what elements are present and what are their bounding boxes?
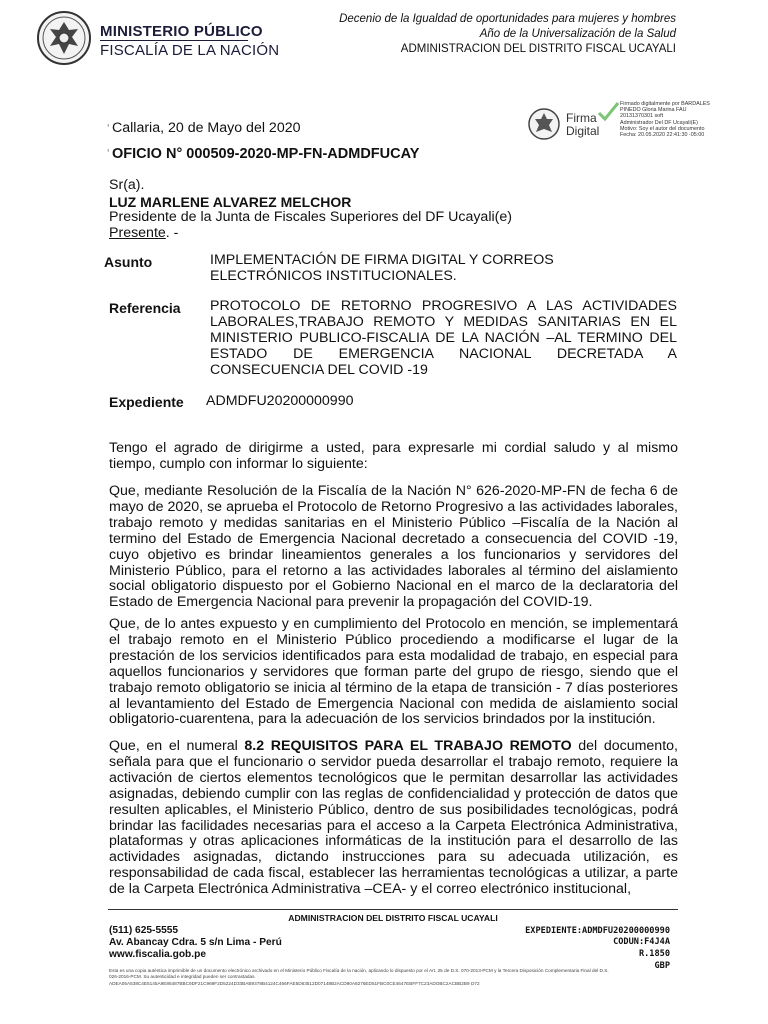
oficio-number: OFICIO N° 000509-2020-MP-FN-ADMDFUCAY	[112, 146, 420, 162]
footer-legal-1: Esta es una copia auténtica imprimible de un documento electrónico archivado en el Ministerio Público Fiscalía de la nación, aplicando lo dispuesto por el Art. 25 de D.S. 070-2013-PCM y la Tercera Disposición Complementaria Final del D.S.	[109, 968, 609, 973]
salutation: Sr(a).	[109, 177, 145, 193]
footer-web: www.fiscalia.gob.pe	[109, 949, 206, 960]
header-ano: Año de la Universalización de la Salud	[479, 28, 676, 40]
ministerio-publico-emblem-icon	[36, 10, 92, 66]
tick-mark: '	[107, 121, 110, 136]
expediente-label: Expediente	[109, 394, 184, 410]
footer-address: Av. Abancay Cdra. 5 s/n Lima - Perú	[109, 937, 282, 948]
header-decenio: Decenio de la Igualdad de oportunidades para mujeres y hombres	[339, 13, 676, 25]
logo-divider	[100, 40, 248, 41]
footer-expediente: EXPEDIENTE:ADMDFU20200000990	[525, 926, 670, 936]
footer-gbp: GBP	[654, 961, 670, 971]
paragraph-2: Que, mediante Resolución de la Fiscalía de la Nación N° 626-2020-MP-FN de fecha 6 de mayo de 2020, se aprueba el Protocolo de Retorno Progresivo a las actividades laborales, trabajo remoto y medidas sanitarias en el Ministerio Público –Fiscalía de la Nación al termino del Estado de Emergencia Nacional decretado a consecuencia del COVID -19, cuyo objetivo es brindar lineamientos generales a los funcionarios y servidores del Ministerio Público, para el retorno a las actividades laborales al término del aislamiento social obligatorio dispuesto por el Gobierno Nacional en el marco de la declaratoria del Estado de Emergencia Nacional para prevenir la propagación del COVID-19.	[109, 483, 678, 611]
footer-r: R.1850	[638, 949, 670, 959]
paragraph-1: Tengo el agrado de dirigirme a usted, para expresarle mi cordial saludo y al mismo tiempo, cumplo con informar lo siguiente:	[109, 440, 678, 472]
recipient-name: LUZ MARLENE ALVAREZ MELCHOR	[109, 194, 352, 210]
footer-phone: (511) 625-5555	[109, 925, 179, 936]
place-date: Callaria, 20 de Mayo del 2020	[112, 120, 301, 136]
asunto-text-line2: ELECTRÓNICOS INSTITUCIONALES.	[210, 268, 457, 284]
asunto-text: IMPLEMENTACIÓN DE FIRMA DIGITAL Y CORREOS	[210, 252, 554, 268]
firma-digital-label: Firma Digital	[566, 111, 600, 138]
signature-emblem-icon	[527, 104, 561, 144]
paragraph-4: Que, en el numeral 8.2 REQUISITOS PARA EL TRABAJO REMOTO del documento, señala para que el funcionario o servidor pueda desarrollar el trabajo remoto, requiere la activación de ciertos elementos tecnológicos que le permitan desarrollar las actividades asignadas, debiendo cumplir con las reglas de confidencialidad y protección de datos que resulten aplicables, el Ministerio Público, dentro de sus posibilidades tecnológicas, podrá brindar las facilidades necesarias para el acceso a la Carpeta Electrónica Administrativa, plataformas y otras aplicaciones informáticas de la institución para el desarrollo de las actividades asignadas, dictando instrucciones para su adecuada utilización, es responsabilidad de cada fiscal, establecer las herramientas tecnológicas a utilizar, a parte de la Carpeta Electrónica Administrativa –CEA- y el correo electrónico institucional,	[109, 738, 678, 898]
asunto-label: Asunto	[104, 254, 153, 270]
footer-hash: ADEA05A538C4E5145A9E86487BBC9DF21C969F2D5224D33BAB9378B4124C466FAE5D63512D07148B2ACD90A8276ED51FBC0CE4647EBFF7C23ADOBC2ACBB2B9 D72	[109, 981, 480, 986]
referencia-label: Referencia	[109, 300, 181, 316]
tick-mark: '	[107, 146, 110, 161]
signature-details: Firmado digitalmente por BARDALES PINEDO Gloria Marina FAU 20131370301 soft Administrador Del DF Ucayali(E) Motivo: Soy el autor del documento Fecha: 20.05.2020 22:41:30 -05:00	[620, 101, 710, 139]
recipient-title: Presidente de la Junta de Fiscales Superiores del DF Ucayali(e)	[109, 209, 512, 225]
footer-codun: CODUN:F4J4A	[613, 937, 670, 947]
presente: Presente. -	[109, 225, 179, 241]
expediente-value: ADMDFU20200000990	[206, 393, 354, 409]
footer-title: ADMINISTRACION DEL DISTRITO FISCAL UCAYALI	[288, 913, 498, 923]
referencia-text: PROTOCOLO DE RETORNO PROGRESIVO A LAS ACTIVIDADES LABORALES,TRABAJO REMOTO Y MEDIDAS SANITARIAS EN EL MINISTERIO PUBLICO-FISCALIA DE LA NACIÓN –AL TERMINO DEL ESTADO DE EMERGENCIA NACIONAL DECRETADA A CONSECUENCIA DEL COVID -19	[210, 298, 677, 378]
logo-title: MINISTERIO PÚBLICO	[100, 23, 263, 40]
logo-subtitle: FISCALÍA DE LA NACIÓN	[100, 42, 280, 59]
header-administracion: ADMINISTRACION DEL DISTRITO FISCAL UCAYALI	[400, 43, 676, 55]
paragraph-3: Que, de lo antes expuesto y en cumplimiento del Protocolo en mención, se implementará el trabajo remoto en el Ministerio Público procediendo a modificarse el lugar de la prestación de los servicios identificados para esta modalidad de trabajo, en especial para aquellos funcionarios y servidores que forman parte del grupo de riesgo, siendo que el trabajo remoto obligatorio se inicia al término de la etapa de transición - 7 días posteriores al levantamiento del Estado de Emergencia Nacional con medida de aislamiento social obligatorio-cuarentena, para la adecuación de los servicios brindados por la institución.	[109, 616, 678, 728]
footer-legal-2: 026-2016-PCM. Su autenticidad e integridad pueden ser contrastadas.	[109, 974, 256, 979]
checkmark-icon	[596, 100, 620, 124]
footer-divider	[108, 909, 678, 910]
